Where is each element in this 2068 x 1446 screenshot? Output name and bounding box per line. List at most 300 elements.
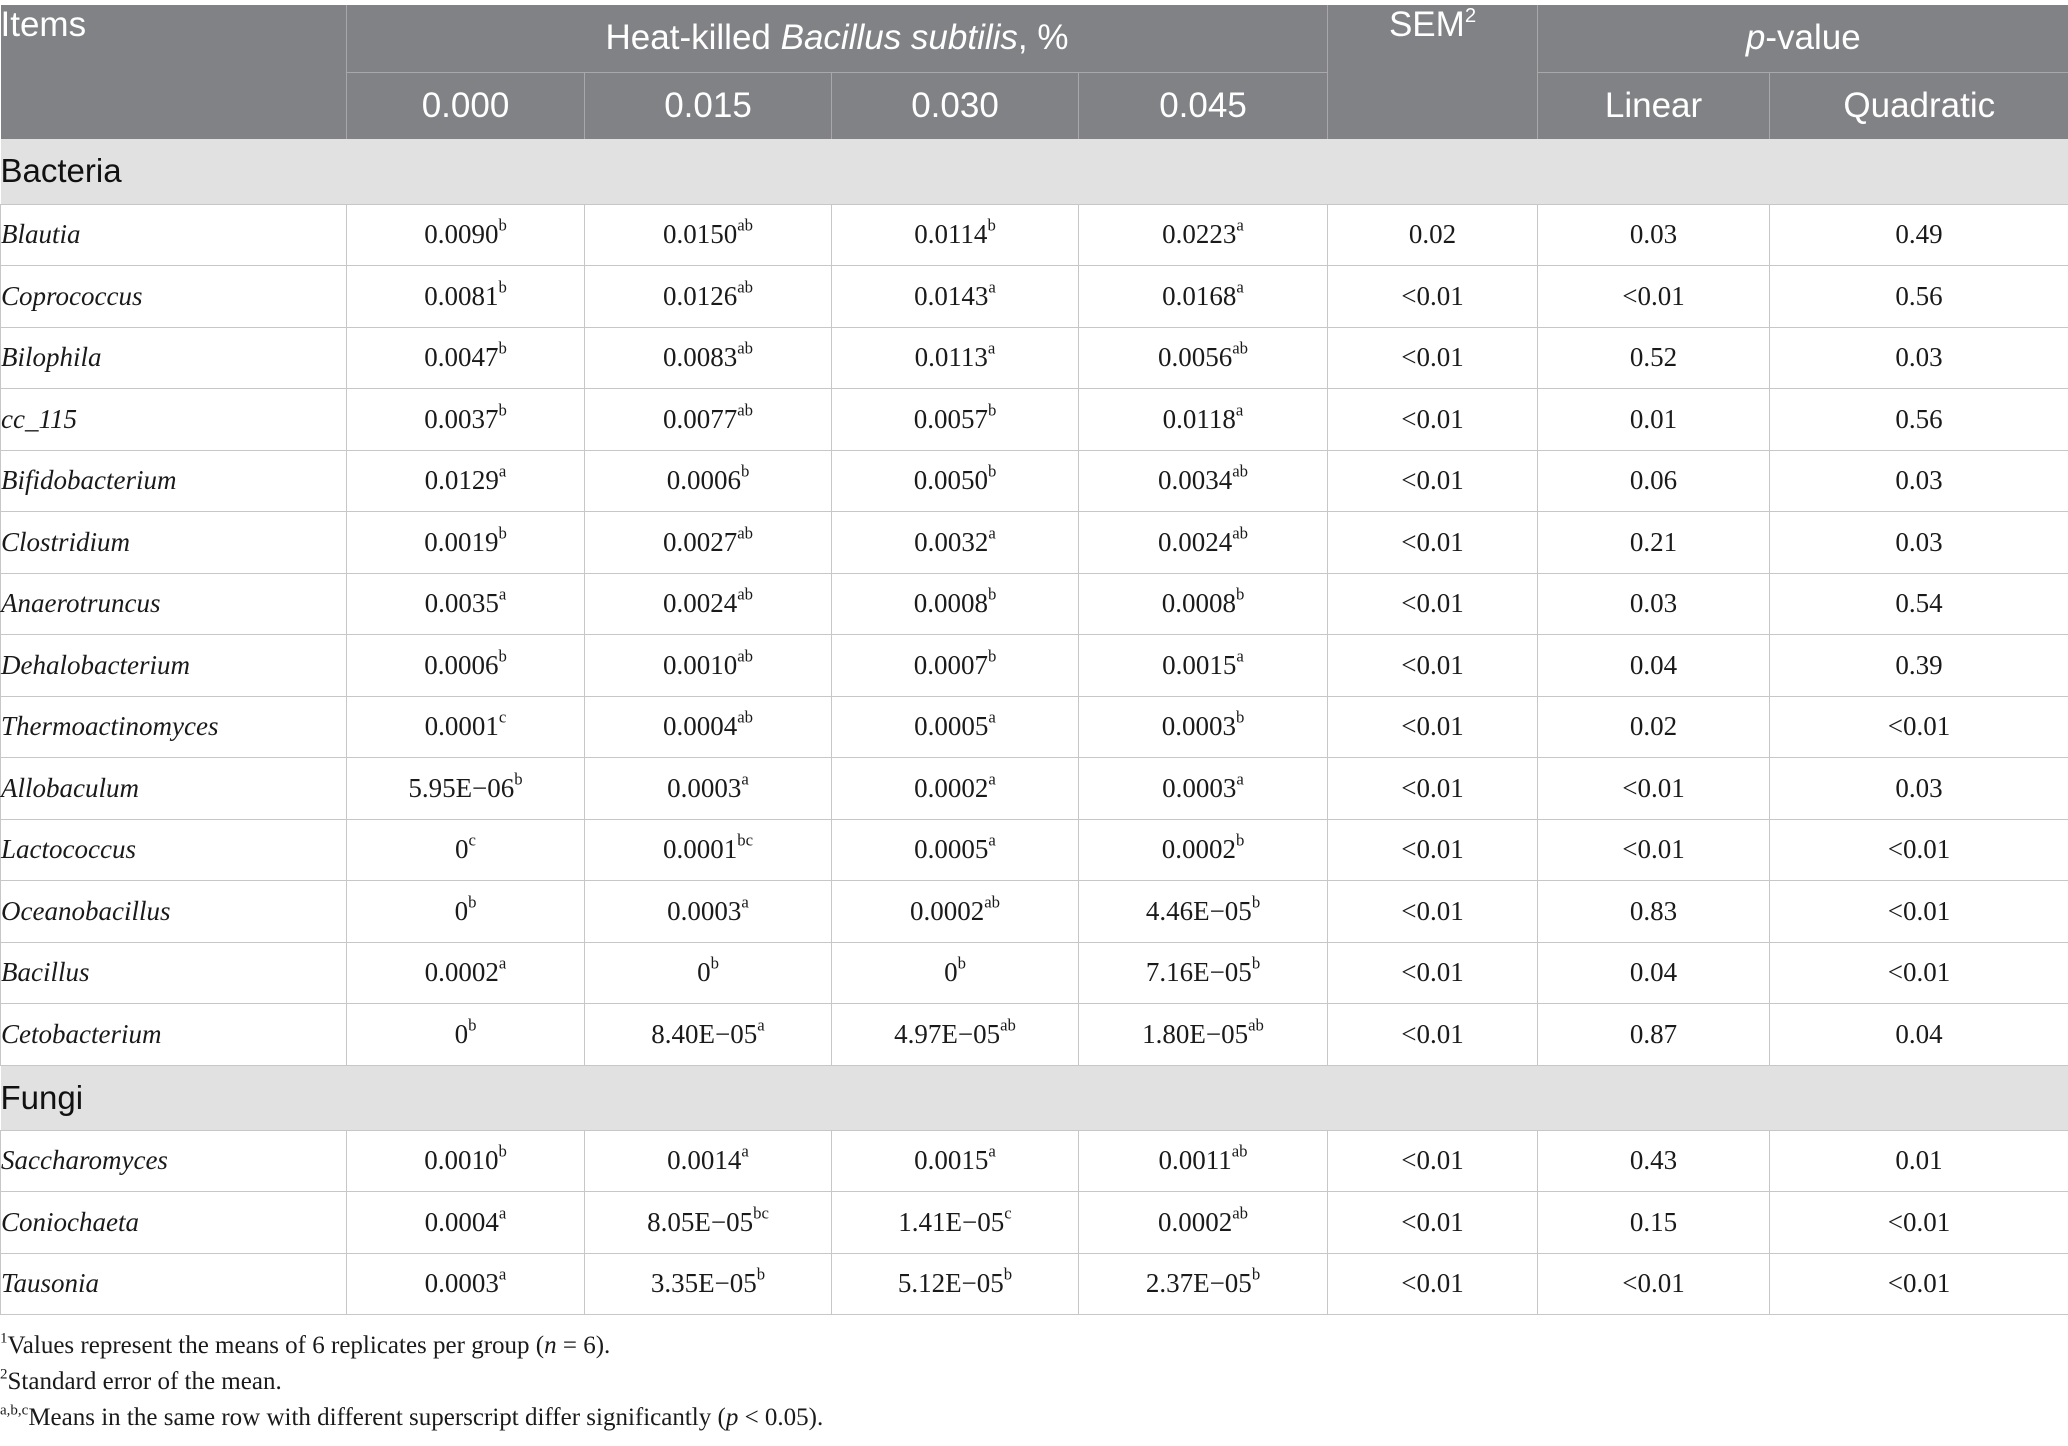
dose-value-cell [1079,819,1328,881]
mean-value: 0.0143 [914,280,989,311]
table-row [1,942,2068,1004]
dose-value-cell [1079,450,1328,512]
significance-letter: ab [737,707,754,727]
significance-letter: a [498,1264,507,1284]
significance-letter: b [498,523,507,543]
significance-letter: b [1251,1264,1261,1284]
dose-value-cell [832,819,1079,881]
dose-value-cell [347,266,585,328]
treatment-group-header: Heat-killed Bacillus subtilis, % [347,5,1328,72]
significance-letter: b [514,769,523,789]
dose-value-cell [1079,327,1328,389]
dose-value-cell [832,450,1079,512]
taxon-name: Bacillus [1,942,347,1004]
dose-value-cell [1079,696,1328,758]
taxon-name: Lactococcus [1,819,347,881]
significance-letter: ab [737,400,754,420]
taxon-name: Clostridium [1,512,347,574]
quadratic-value: <0.01 [1770,819,2068,881]
mean-value: 0.0034 [1157,465,1233,496]
dose-value-cell [1079,1130,1328,1192]
mean-value: 0.0005 [914,711,989,742]
sem-value: <0.01 [1328,635,1538,697]
section-title: Bacteria [1,139,2068,204]
mean-value: 0 [454,1018,469,1049]
taxon-name: Blautia [1,204,347,266]
mean-value: 0.0002 [1157,1206,1233,1237]
table-row [1,573,2068,635]
linear-value: 0.01 [1538,389,1770,451]
significance-letter: ab [1231,1141,1248,1161]
significance-letter: a [1236,215,1244,235]
mean-value: 0.0077 [662,403,738,434]
mean-value: 4.97E−05 [894,1018,1001,1049]
mean-value: 0.0002 [909,895,985,926]
significance-letter: b [740,461,750,481]
species-name: Bacillus subtilis [780,18,1018,58]
quadratic-value: 0.49 [1770,204,2068,266]
mean-value: 4.46E−05 [1145,895,1252,926]
taxon-name: Bifidobacterium [1,450,347,512]
mean-value: 2.37E−05 [1145,1268,1252,1299]
table-row [1,881,2068,943]
dose-value-cell [832,696,1079,758]
dose-value-cell [585,573,832,635]
dose-value-cell [347,1253,585,1315]
significance-letter: b [710,953,719,973]
linear-value: 0.06 [1538,450,1770,512]
mean-value: 0.0001 [662,834,738,865]
quadratic-value: 0.39 [1770,635,2068,697]
quadratic-value: <0.01 [1770,881,2068,943]
linear-value: 0.87 [1538,1004,1770,1066]
significance-letter: b [756,1264,766,1284]
mean-value: 0.0002 [914,772,989,803]
mean-value: 0.0035 [424,588,499,619]
dose-value-cell [347,942,585,1004]
sem-value: <0.01 [1328,1130,1538,1192]
mean-value: 8.40E−05 [651,1018,758,1049]
taxon-name: Cetobacterium [1,1004,347,1066]
dose-value-cell [1079,389,1328,451]
mean-value: 0.0002 [424,957,499,988]
table-row [1,450,2068,512]
mean-value: 0.0015 [914,1145,989,1176]
significance-letter: b [498,277,507,297]
sem-value: <0.01 [1328,1004,1538,1066]
mean-value: 0.0118 [1162,403,1236,434]
significance-letter: a [498,1203,507,1223]
significance-letter: a [1236,769,1244,789]
mean-value: 0.0003 [1162,772,1237,803]
mean-value: 0.0024 [1157,526,1233,557]
dose-value-cell [1079,1192,1328,1254]
linear-value: <0.01 [1538,1253,1770,1315]
sem-value: <0.01 [1328,696,1538,758]
mean-value: 0.0019 [424,526,499,557]
table-row [1,266,2068,328]
linear-value: 0.43 [1538,1130,1770,1192]
dose-value-cell [585,204,832,266]
linear-value: <0.01 [1538,758,1770,820]
taxon-name: Coprococcus [1,266,347,328]
significance-letter: c [1004,1203,1012,1223]
significance-letter: ab [1232,461,1249,481]
mean-value: 0.0168 [1162,280,1237,311]
significance-letter: a [741,769,749,789]
mean-value: 0.0004 [424,1206,499,1237]
significance-letter: a [988,769,996,789]
quadratic-value: 0.54 [1770,573,2068,635]
significance-letter: a [988,1141,996,1161]
sem-value: <0.01 [1328,389,1538,451]
sem-value: <0.01 [1328,573,1538,635]
linear-value: 0.21 [1538,512,1770,574]
dose-value-cell [347,512,585,574]
dose-header: 0.000 [347,72,585,139]
mean-value: 1.41E−05 [898,1206,1005,1237]
significance-letter: a [988,277,996,297]
linear-value: 0.83 [1538,881,1770,943]
mean-value: 0.0010 [424,1145,499,1176]
dose-value-cell [832,327,1079,389]
significance-letter: b [498,338,507,358]
mean-value: 8.05E−05 [647,1206,754,1237]
mean-value: 0.0001 [424,711,499,742]
significance-letter: a [741,1141,749,1161]
mean-value: 0.0011 [1158,1145,1232,1176]
sem-value: <0.01 [1328,942,1538,1004]
quadratic-header: Quadratic [1770,72,2068,139]
mean-value: 3.35E−05 [650,1268,757,1299]
significance-letter: b [1235,830,1245,850]
linear-header: Linear [1538,72,1770,139]
significance-letter: bc [753,1203,769,1223]
table-row [1,1130,2068,1192]
significance-letter: ab [737,646,754,666]
table-row [1,696,2068,758]
taxon-name: Bilophila [1,327,347,389]
footnote-3: $^{a,b,c}$Means in the same row with different superscript differ significantly (p < 0.05). [0,1402,824,1431]
dose-value-cell [1079,266,1328,328]
significance-letter: b [957,953,966,973]
significance-letter: a [498,953,507,973]
significance-letter: b [468,1015,477,1035]
header-row-top [1,5,2068,72]
footnote-2: $^2$Standard error of the mean. [0,1366,282,1395]
items-header: Items [1,5,347,139]
mean-value: 0 [455,834,469,865]
mean-value: 0.0002 [1161,834,1236,865]
dose-value-cell [585,1253,832,1315]
table-row [1,635,2068,697]
significance-letter: b [1235,707,1245,727]
dose-value-cell [585,1192,832,1254]
dose-value-cell [832,573,1079,635]
dose-header: 0.045 [1079,72,1328,139]
table-row [1,327,2068,389]
dose-value-cell [832,1130,1079,1192]
significance-letter: ab [1232,523,1249,543]
significance-letter: a [988,707,996,727]
quadratic-value: <0.01 [1770,1253,2068,1315]
table-row [1,389,2068,451]
significance-letter: ab [737,523,754,543]
sem-value: <0.01 [1328,1192,1538,1254]
mean-value: 0.0126 [662,280,738,311]
significance-letter: a [988,523,996,543]
dose-value-cell [585,635,832,697]
significance-letter: b [498,400,507,420]
mean-value: 0.0003 [667,895,742,926]
dose-value-cell [832,881,1079,943]
significance-letter: b [1003,1264,1013,1284]
sem-value: <0.01 [1328,450,1538,512]
dose-value-cell [832,1004,1079,1066]
mean-value: 0.0223 [1162,219,1237,250]
mean-value: 0.0032 [914,526,989,557]
significance-letter: b [987,400,997,420]
footnote-1: $^1$Values represent the means of 6 replicates per group (n = 6). [0,1330,611,1359]
significance-letter: b [987,215,996,235]
dose-value-cell [1079,635,1328,697]
mean-value: 0.0003 [424,1268,499,1299]
taxon-name: Tausonia [1,1253,347,1315]
mean-value: 0.0037 [424,403,499,434]
taxon-name: cc_115 [1,389,347,451]
mean-value: 0.0007 [913,649,988,680]
dose-value-cell [585,266,832,328]
significance-letter: a [987,338,996,358]
quadratic-value: <0.01 [1770,696,2068,758]
linear-value: 0.03 [1538,204,1770,266]
table-body [1,139,2068,1315]
mean-value: 0.0004 [662,711,738,742]
dose-value-cell [347,1192,585,1254]
mean-value: 0.0056 [1157,342,1233,373]
mean-value: 0.0008 [913,588,988,619]
dose-value-cell [347,204,585,266]
table-row [1,204,2068,266]
mean-value: 0.0057 [913,403,988,434]
mean-value: 0.0010 [662,649,738,680]
significance-letter: a [757,1015,765,1035]
mean-value: 0.0083 [662,342,738,373]
dose-value-cell [1079,881,1328,943]
dose-value-cell [1079,942,1328,1004]
quadratic-value: 0.03 [1770,758,2068,820]
dose-value-cell [347,450,585,512]
taxon-name: Allobaculum [1,758,347,820]
dose-header: 0.030 [832,72,1079,139]
quadratic-value: 0.03 [1770,512,2068,574]
significance-letter: ab [1232,338,1249,358]
dose-header: 0.015 [585,72,832,139]
sem-value: <0.01 [1328,512,1538,574]
dose-value-cell [347,819,585,881]
linear-value: 0.04 [1538,942,1770,1004]
section-row [1,139,2068,204]
linear-value: <0.01 [1538,266,1770,328]
dose-value-cell [832,512,1079,574]
sem-value: <0.01 [1328,266,1538,328]
taxon-name: Anaerotruncus [1,573,347,635]
linear-value: 0.04 [1538,635,1770,697]
sem-value: <0.01 [1328,1253,1538,1315]
dose-value-cell [1079,512,1328,574]
dose-value-cell [832,942,1079,1004]
mean-value: 0.0027 [662,526,738,557]
sem-value: 0.02 [1328,204,1538,266]
mean-value: 1.80E−05 [1142,1018,1249,1049]
dose-value-cell [832,758,1079,820]
table-row [1,512,2068,574]
mean-value: 0.0113 [914,342,988,373]
taxon-name: Saccharomyces [1,1130,347,1192]
dose-value-cell [347,573,585,635]
linear-value: 0.52 [1538,327,1770,389]
significance-letter: ab [984,892,1001,912]
quadratic-value: <0.01 [1770,1192,2068,1254]
significance-letter: ab [737,277,754,297]
mean-value: 7.16E−05 [1145,957,1252,988]
quadratic-value: 0.56 [1770,266,2068,328]
dose-value-cell [585,1130,832,1192]
dose-value-cell [347,1004,585,1066]
mean-value: 5.12E−05 [897,1268,1004,1299]
significance-letter: a [741,892,749,912]
dose-value-cell [832,266,1079,328]
dose-value-cell [585,327,832,389]
mean-value: 0.0015 [1162,649,1237,680]
mean-value: 0.0006 [424,649,499,680]
significance-letter: a [1235,400,1244,420]
dose-value-cell [832,635,1079,697]
significance-letter: b [498,646,507,666]
dose-value-cell [1079,204,1328,266]
mean-value: 0.0047 [424,342,499,373]
significance-letter: ab [737,338,754,358]
mean-value: 0.0150 [662,219,738,250]
sem-value: <0.01 [1328,881,1538,943]
mean-value: 0.0081 [424,280,499,311]
dose-value-cell [585,758,832,820]
table-row [1,819,2068,881]
taxon-name: Thermoactinomyces [1,696,347,758]
dose-value-cell [585,881,832,943]
taxon-name: Coniochaeta [1,1192,347,1254]
significance-letter: ab [737,584,754,604]
significance-letter: b [987,646,997,666]
table-row [1,1253,2068,1315]
linear-value: 0.15 [1538,1192,1770,1254]
significance-letter: b [498,1141,507,1161]
mean-value: 0.0005 [914,834,989,865]
mean-value: 0.0003 [1161,711,1236,742]
dose-value-cell [347,758,585,820]
table-row [1,758,2068,820]
significance-letter: b [987,461,997,481]
mean-value: 0.0024 [662,588,738,619]
quadratic-value: 0.04 [1770,1004,2068,1066]
linear-value: 0.03 [1538,573,1770,635]
mean-value: 0.0014 [667,1145,742,1176]
dose-value-cell [585,512,832,574]
dose-value-cell [347,327,585,389]
dose-value-cell [585,819,832,881]
significance-letter: a [498,461,507,481]
significance-letter: a [498,584,507,604]
sem-value: <0.01 [1328,327,1538,389]
significance-letter: b [1251,892,1261,912]
mean-value: 0.0090 [424,219,499,250]
significance-letter: b [1235,584,1245,604]
taxon-name: Dehalobacterium [1,635,347,697]
linear-value: <0.01 [1538,819,1770,881]
significance-letter: a [988,830,996,850]
significance-letter: a [1236,646,1244,666]
results-table [0,5,2068,1315]
significance-letter: ab [737,215,754,235]
significance-letter: b [987,584,997,604]
mean-value: 0 [454,895,469,926]
significance-letter: bc [737,830,754,850]
dose-value-cell [347,881,585,943]
dose-value-cell [832,1253,1079,1315]
sem-value: <0.01 [1328,819,1538,881]
dose-value-cell [585,696,832,758]
significance-letter: ab [1232,1203,1249,1223]
taxon-name: Oceanobacillus [1,881,347,943]
significance-letter: ab [1248,1015,1264,1035]
quadratic-value: 0.03 [1770,450,2068,512]
mean-value: 0.0129 [424,465,499,496]
quadratic-value: 0.01 [1770,1130,2068,1192]
dose-value-cell [347,1130,585,1192]
mean-value: 0.0114 [914,219,988,250]
sem-header: SEM$^2$ [1328,5,1538,139]
table-row [1,1004,2068,1066]
table-row [1,1192,2068,1254]
significance-letter: c [468,830,476,850]
dose-value-cell [832,204,1079,266]
dose-value-cell [1079,1253,1328,1315]
significance-letter: ab [1000,1015,1016,1035]
significance-letter: b [1251,953,1261,973]
footnotes [0,1328,2068,1436]
sem-value: <0.01 [1328,758,1538,820]
pvalue-header: p-value [1538,5,2068,72]
dose-value-cell [347,389,585,451]
mean-value: 0 [944,957,958,988]
dose-value-cell [585,389,832,451]
mean-value: 0 [697,957,711,988]
significance-letter: c [498,707,507,727]
mean-value: 0.0050 [913,465,988,496]
quadratic-value: 0.03 [1770,327,2068,389]
section-row [1,1065,2068,1130]
dose-value-cell [585,450,832,512]
dose-value-cell [585,1004,832,1066]
quadratic-value: 0.56 [1770,389,2068,451]
dose-value-cell [1079,573,1328,635]
dose-value-cell [1079,758,1328,820]
section-title: Fungi [1,1065,2068,1130]
dose-value-cell [832,1192,1079,1254]
mean-value: 0.0006 [666,465,741,496]
significance-letter: b [498,215,507,235]
dose-value-cell [1079,1004,1328,1066]
